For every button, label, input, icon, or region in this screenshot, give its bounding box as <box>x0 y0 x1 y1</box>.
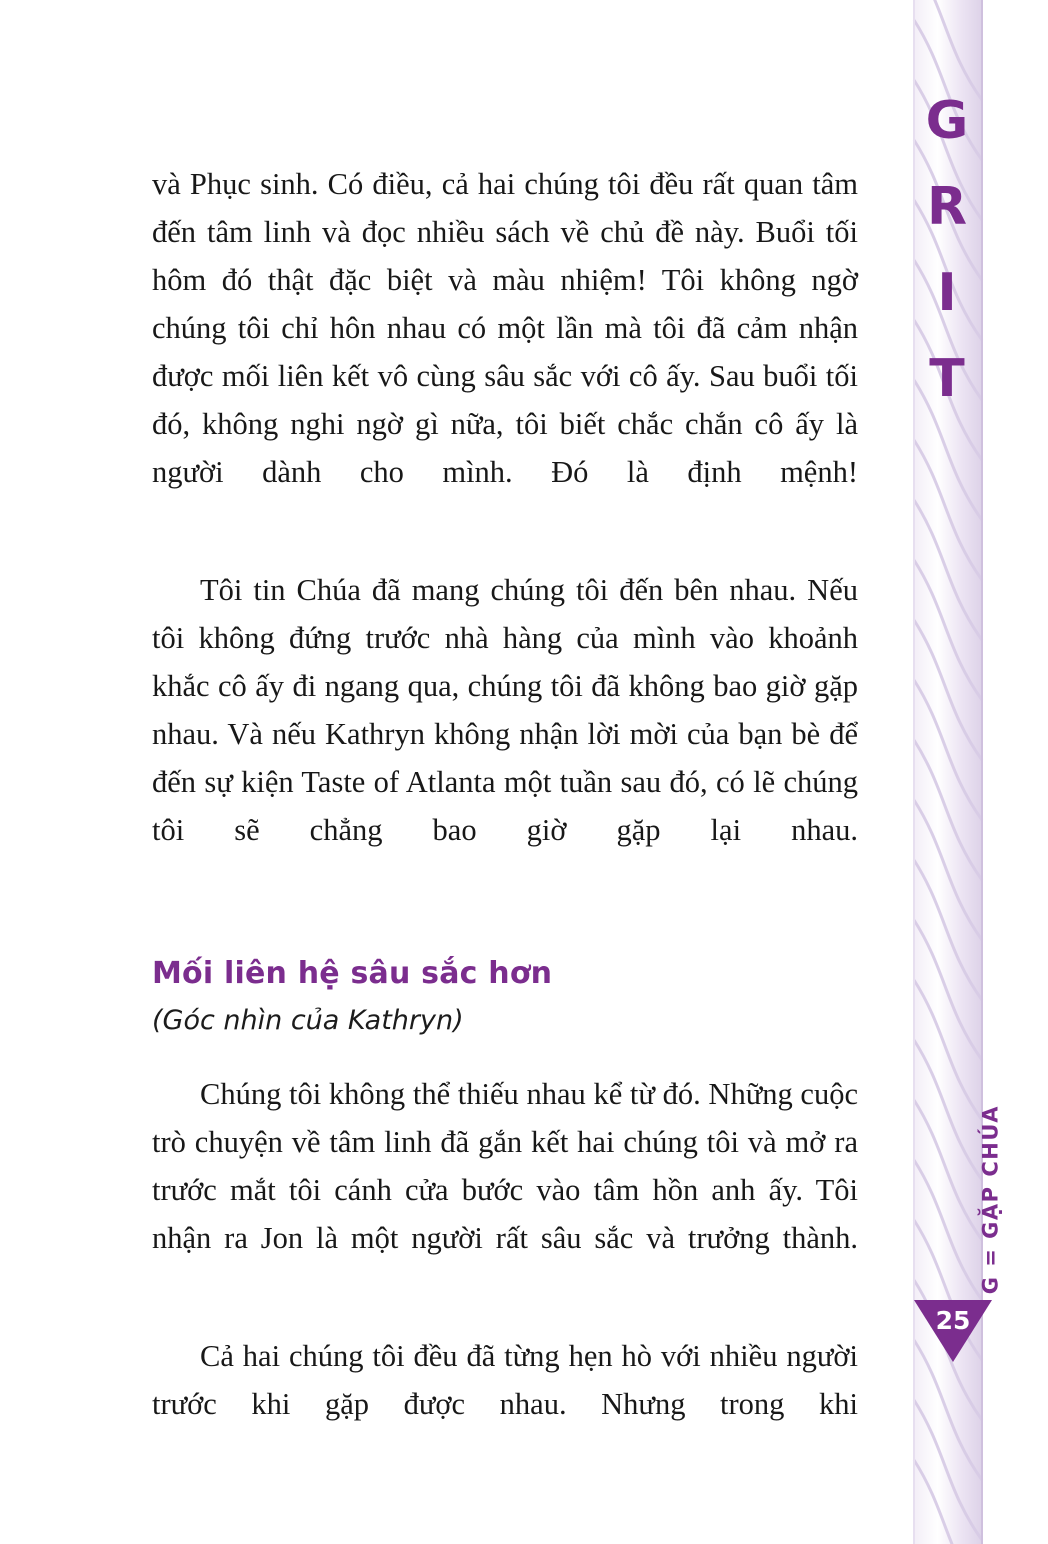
page-number-badge <box>914 1300 992 1362</box>
paragraph: Tôi tin Chúa đã mang chúng tôi đến bên nhau. Nếu tôi không đứng trước nhà hàng của mình vào khoảnh khắc cô ấy đi ngang qua, chúng tôi đã không bao giờ gặp nhau. Và nếu Kathryn không nhận lời mời của bạn bè để đến sự kiện Taste of Atlanta một tuần sau đó, có lẽ chúng tôi sẽ chẳng bao giờ gặp lại nhau. <box>152 573 858 847</box>
body-text-column <box>152 160 858 1476</box>
running-title-letter-1: G <box>925 91 971 151</box>
running-title-letter-2: R <box>926 177 970 237</box>
section-subheading: (Góc nhìn của Kathryn) <box>152 1005 464 1036</box>
chapter-running-head: G = GẶP CHÚA <box>978 1105 1002 1295</box>
running-title-letter-3: I <box>937 263 959 323</box>
section-heading: Mối liên hệ sâu sắc hơn <box>152 956 553 991</box>
page-number: 25 <box>935 1306 971 1335</box>
paragraph: và Phục sinh. Có điều, cả hai chúng tôi đều rất quan tâm đến tâm linh và đọc nhiều sách về chủ đề này. Buổi tối hôm đó thật đặc biệt và màu nhiệm! Tôi không ngờ chúng tôi chỉ hôn nhau có một lần mà tôi đã cảm nhận được mối liên kết vô cùng sâu sắc với cô ấy. Sau buổi tối đó, không nghi ngờ gì nữa, tôi biết chắc chắn cô ấy là người dành cho mình. Đó là định mệnh! <box>152 167 858 489</box>
running-title-letter-4: T <box>929 349 967 409</box>
paragraph: Chúng tôi không thể thiếu nhau kể từ đó. Những cuộc trò chuyện về tâm linh đã gắn kết hai chúng tôi và mở ra trước mắt tôi cánh cửa bước vào tâm hồn anh ấy. Tôi nhận ra Jon là một người rất sâu sắc và trưởng thành. <box>152 1077 858 1255</box>
paragraph: Cả hai chúng tôi đều đã từng hẹn hò với nhiều người trước khi gặp được nhau. Nhưng trong khi <box>152 1339 858 1421</box>
running-title <box>906 78 990 422</box>
